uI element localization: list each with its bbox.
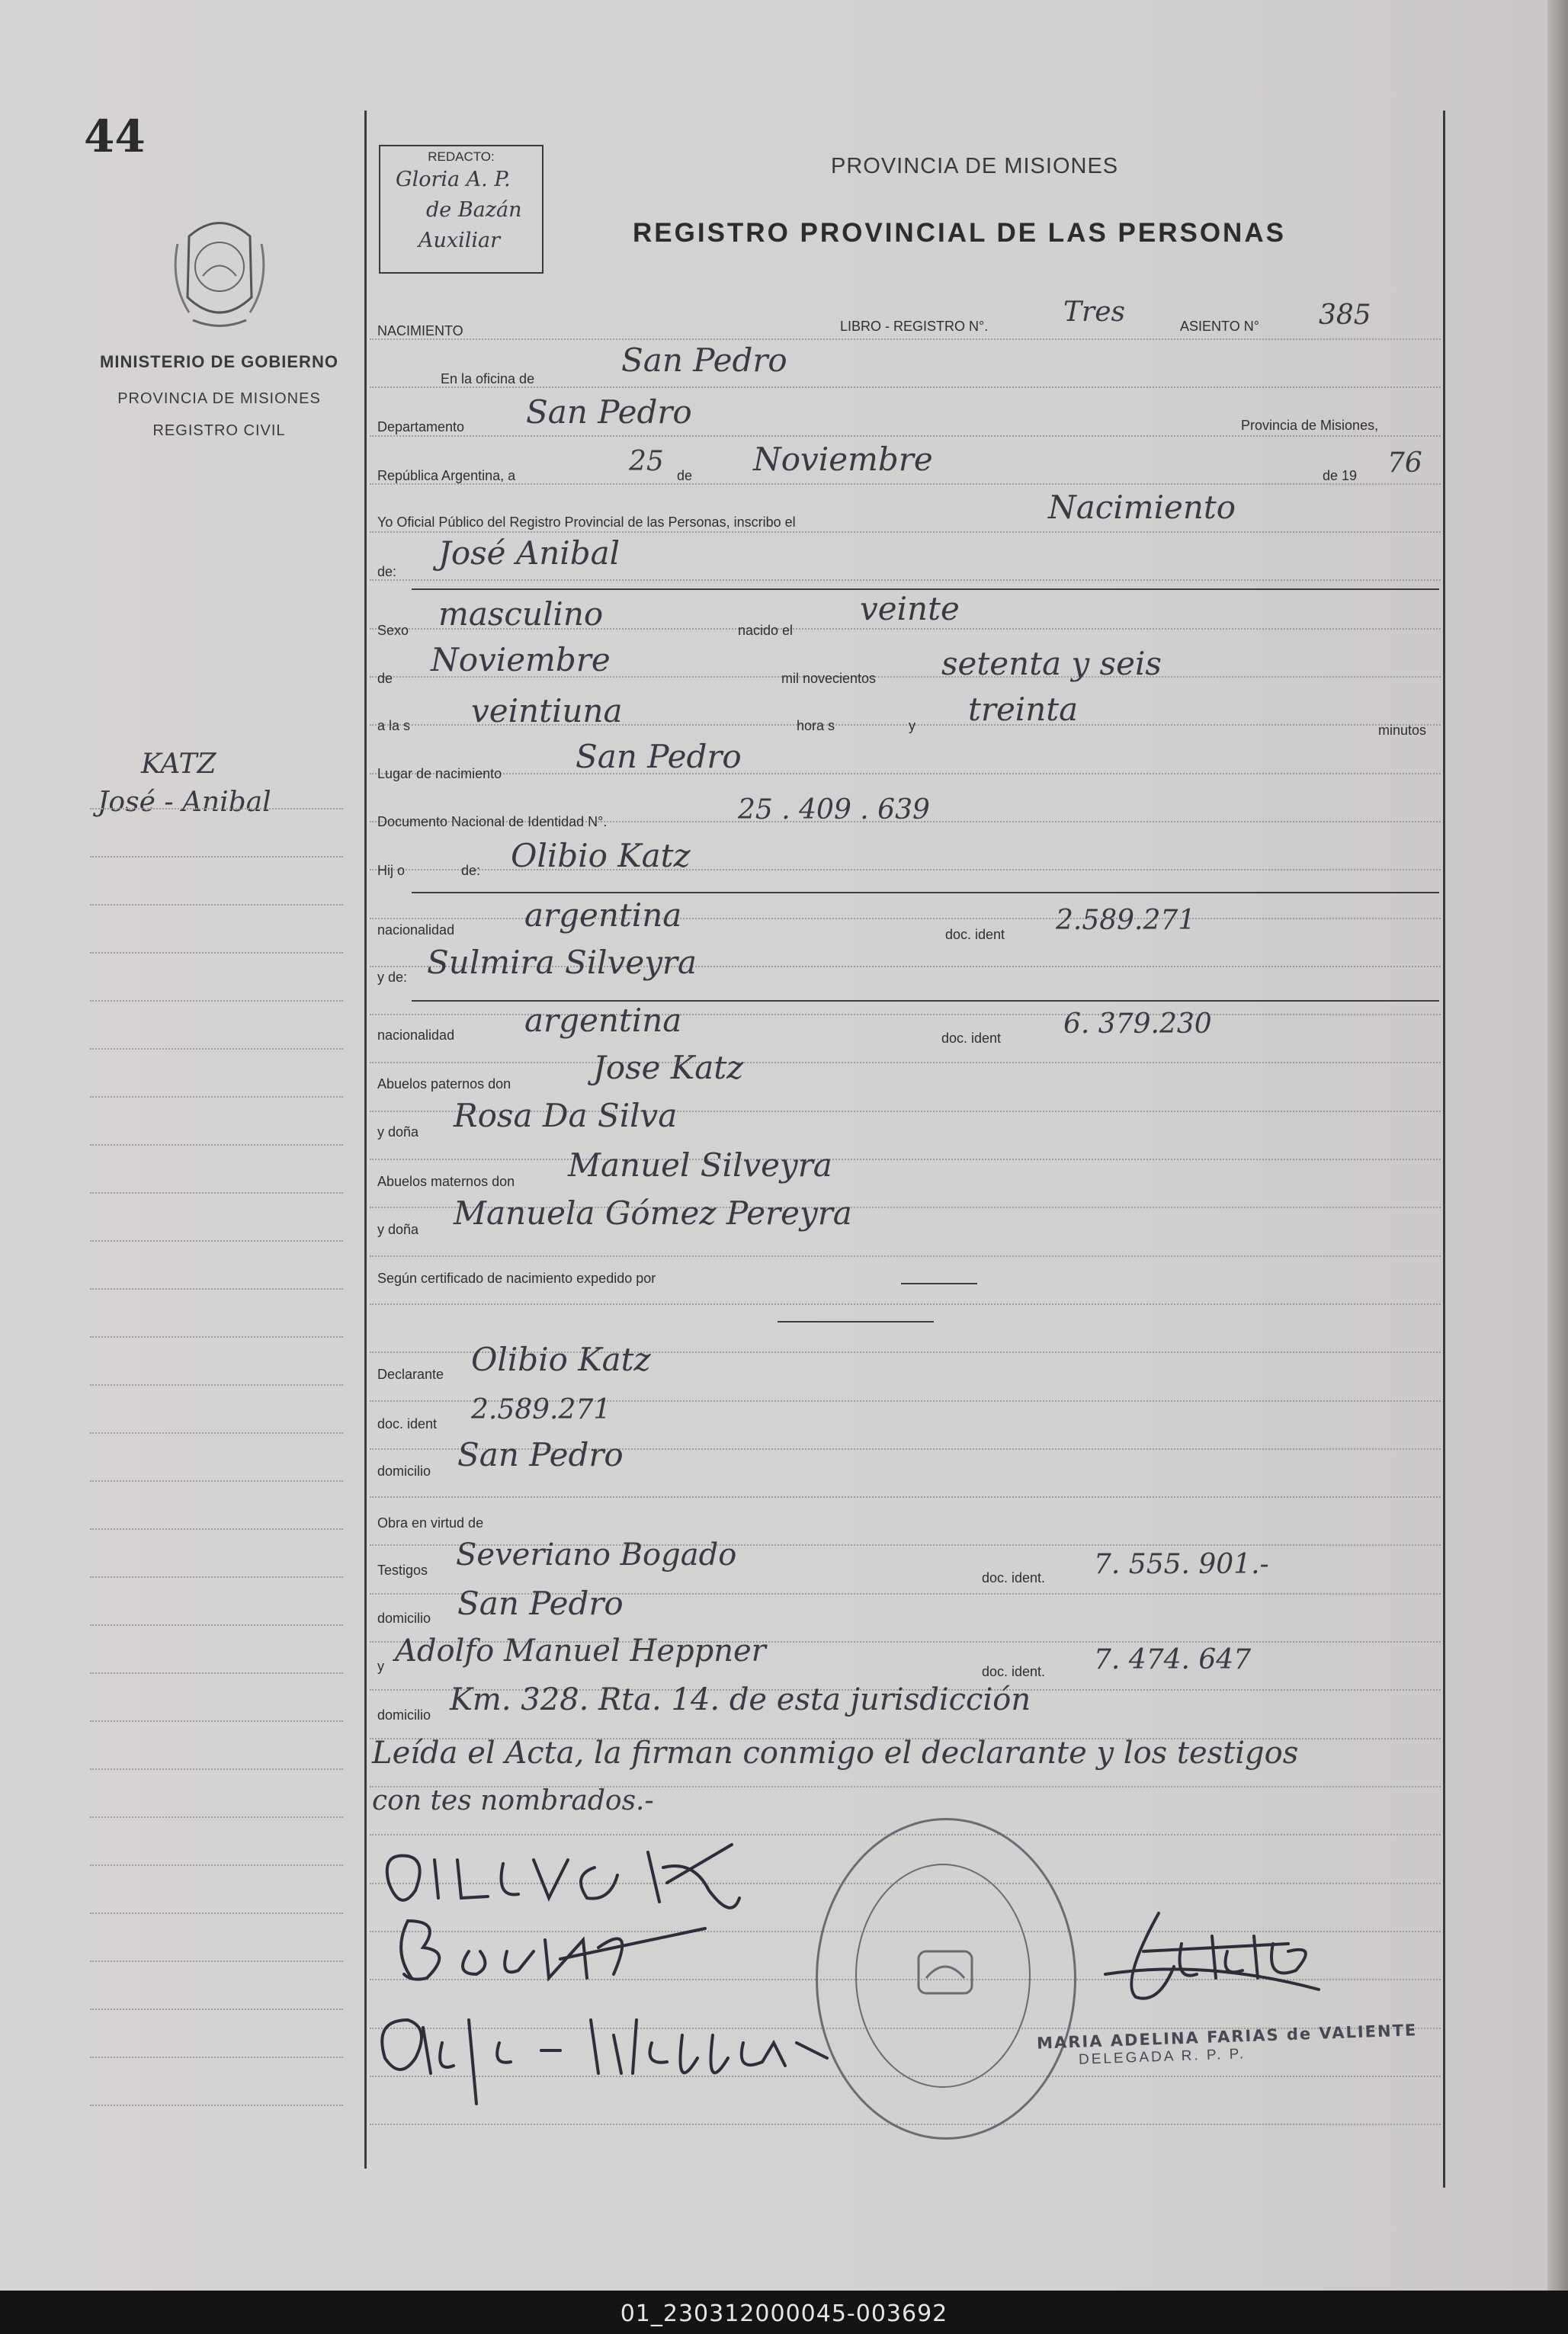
office-value: San Pedro — [621, 341, 787, 379]
sidebar-rule — [90, 1672, 343, 1674]
child-name: José Anibal — [438, 534, 620, 572]
witness1-doc: 7. 555. 901.- — [1094, 1549, 1269, 1580]
redacto-box — [379, 145, 544, 274]
witness2-domicile: Km. 328. Rta. 14. de esta jurisdicción — [450, 1682, 1031, 1717]
sidebar-rule — [90, 1048, 343, 1050]
declarant-doc: 2.589.271 — [471, 1394, 611, 1425]
pat-grandmother-label: y doña — [377, 1124, 419, 1140]
entry-label: ASIENTO N° — [1180, 319, 1259, 334]
sidebar-rule — [90, 1960, 343, 1962]
declarant-name: Olibio Katz — [471, 1341, 651, 1378]
sidebar-rule — [90, 1240, 343, 1242]
left-margin-line — [364, 111, 367, 2169]
sidebar-rule — [90, 1480, 343, 1482]
pat-grandfather-label: Abuelos paternos don — [377, 1076, 511, 1092]
form-rule — [370, 1255, 1441, 1257]
father-name: Olibio Katz — [511, 837, 691, 874]
sidebar-rule — [90, 2057, 343, 2058]
de2-label: de — [377, 671, 393, 686]
pat-grandfather: Jose Katz — [593, 1049, 744, 1086]
date-month: Noviembre — [753, 441, 933, 478]
sidebar-rule — [90, 2105, 343, 2106]
sidebar-rule — [90, 1816, 343, 1818]
birthplace-value: San Pedro — [576, 738, 742, 775]
department-value: San Pedro — [526, 393, 692, 431]
witness1-signature — [385, 1906, 713, 1989]
form-rule — [370, 773, 1441, 774]
hour-label: hora s — [797, 718, 835, 733]
sidebar-rule — [90, 1576, 343, 1578]
sidebar-rule — [90, 2009, 343, 2010]
registry-stamp — [816, 1818, 1075, 2138]
redacto-role: Auxiliar — [418, 229, 501, 252]
and-of-label: y de: — [377, 970, 408, 985]
official-signature — [1090, 1898, 1342, 2012]
sidebar-rule — [90, 1624, 343, 1626]
declarant-domicile-label: domicilio — [377, 1464, 431, 1479]
sidebar-rule — [90, 952, 343, 954]
witness2-doc-label: doc. ident. — [982, 1664, 1046, 1679]
stamp-emblem-icon — [907, 1932, 983, 2009]
page-edge — [1547, 0, 1568, 2291]
declarant-label: Declarante — [377, 1367, 444, 1382]
sex-value: masculino — [438, 595, 604, 633]
witness1-domicile-label: domicilio — [377, 1611, 431, 1626]
form-rule — [370, 531, 1441, 533]
ministry-label: MINISTERIO DE GOBIERNO — [100, 352, 338, 371]
witness2-doc: 7. 474. 647 — [1094, 1644, 1252, 1675]
officer-text: Yo Oficial Público del Registro Provincial de las Personas, inscribo el — [377, 515, 796, 530]
date-day: 25 — [629, 446, 664, 477]
witnesses-label: Testigos — [377, 1563, 428, 1578]
year-prefix: de 19 — [1323, 468, 1358, 483]
father-nationality: argentina — [524, 896, 682, 934]
thousand-label: mil novecientos — [781, 671, 877, 686]
department-label: Departamento — [377, 419, 465, 434]
redacto-surname: de Bazán — [426, 198, 522, 222]
closing-line-1: Leída el Acta, la firman conmigo el declarante y los testigos — [372, 1736, 1299, 1771]
minutes-label: minutos — [1378, 723, 1427, 738]
of-label: de: — [377, 564, 397, 579]
witness1-doc-label: doc. ident. — [982, 1570, 1046, 1585]
witness2-prefix: y — [377, 1659, 384, 1674]
witness2-signature — [370, 1989, 865, 2111]
form-rule — [370, 435, 1441, 437]
sidebar-rule — [90, 1720, 343, 1722]
year-suffix: 76 — [1387, 447, 1422, 479]
de-label: de — [677, 468, 693, 483]
right-margin-line — [1443, 111, 1445, 2188]
sidebar-rule — [90, 1384, 343, 1386]
witness1-domicile: San Pedro — [457, 1585, 624, 1622]
pat-grandmother: Rosa Da Silva — [454, 1097, 678, 1134]
form-rule — [370, 579, 1441, 581]
mat-grandmother-label: y doña — [377, 1222, 419, 1237]
declarant-domicile: San Pedro — [457, 1436, 624, 1473]
province-title: PROVINCIA DE MISIONES — [831, 154, 1119, 178]
redacto-name: Gloria A. P. — [396, 168, 511, 191]
form-rule — [370, 1496, 1441, 1498]
sidebar-rule — [90, 808, 343, 810]
sidebar-rule — [90, 1336, 343, 1338]
form-rule — [370, 1062, 1441, 1063]
certificate-dash — [901, 1283, 977, 1284]
dni-label: Documento Nacional de Identidad N°. — [377, 814, 608, 829]
image-caption: 01_230312000045-003692 — [620, 2300, 948, 2327]
sex-label: Sexo — [377, 623, 409, 638]
sidebar-rule — [90, 1864, 343, 1866]
form-rule — [370, 1159, 1441, 1160]
mat-grandmother: Manuela Gómez Pereyra — [454, 1194, 852, 1232]
entry-value: 385 — [1319, 300, 1371, 331]
republic-label: República Argentina, a — [377, 468, 516, 483]
y-label: y — [909, 718, 915, 733]
authority-label: Obra en virtud de — [377, 1515, 484, 1531]
sidebar-rule — [90, 1528, 343, 1530]
closing-line-2: con tes nombrados.- — [372, 1785, 654, 1816]
at-label: a la s — [377, 718, 411, 733]
form-rule — [370, 1303, 1441, 1305]
civil-registry-label: REGISTRO CIVIL — [152, 422, 286, 439]
province-suffix: Provincia de Misiones, — [1241, 418, 1379, 433]
witness2-name: Adolfo Manuel Heppner — [395, 1633, 766, 1669]
form-rule — [370, 483, 1441, 485]
hour-words: veintiuna — [471, 692, 623, 729]
minutes-words: treinta — [968, 691, 1079, 728]
born-month: Noviembre — [431, 641, 611, 678]
father-nationality-label: nacionalidad — [377, 922, 455, 938]
sidebar-rule — [90, 1912, 343, 1914]
registry-title: REGISTRO PROVINCIAL DE LAS PERSONAS — [633, 218, 1286, 248]
sidebar-rule — [90, 1288, 343, 1290]
mother-doc-label: doc. ident — [941, 1031, 1002, 1046]
inscription-value: Nacimiento — [1048, 489, 1236, 526]
book-label: LIBRO - REGISTRO N°. — [840, 319, 989, 334]
child-of-de: de: — [461, 863, 481, 878]
mother-doc: 6. 379.230 — [1063, 1008, 1212, 1040]
official-name: MARIA ADELINA FARIAS de VALIENTE — [1036, 2021, 1418, 2053]
province-label: PROVINCIA DE MISIONES — [117, 390, 321, 407]
mat-grandfather-label: Abuelos maternos don — [377, 1174, 515, 1189]
father-doc: 2.589.271 — [1056, 905, 1196, 936]
dni-value: 25 . 409 . 639 — [738, 794, 930, 826]
coat-of-arms-icon — [166, 213, 273, 335]
certificate-underline — [778, 1321, 934, 1322]
sidebar-rule — [90, 1432, 343, 1434]
office-label: En la oficina de — [441, 371, 535, 386]
father-doc-label: doc. ident — [945, 927, 1005, 942]
birthplace-label: Lugar de nacimiento — [377, 766, 502, 781]
section-divider — [412, 892, 1439, 893]
page-number: 44 — [84, 111, 146, 162]
sidebar-rule — [90, 904, 343, 906]
sidebar-rule — [90, 1096, 343, 1098]
sidebar-rule — [90, 1000, 343, 1002]
certificate-label: Según certificado de nacimiento expedido por — [377, 1271, 656, 1286]
mother-name: Sulmira Silveyra — [427, 944, 697, 981]
official-title: DELEGADA R. P. P. — [1078, 2046, 1246, 2068]
mat-grandfather: Manuel Silveyra — [568, 1146, 832, 1184]
declarant-doc-label: doc. ident — [377, 1416, 438, 1431]
margin-surname: KATZ — [141, 749, 216, 780]
sidebar-rule — [90, 1144, 343, 1146]
child-of-label: Hij o — [377, 863, 406, 878]
sidebar-rule — [90, 856, 343, 858]
margin-given-names: José - Anibal — [98, 787, 271, 818]
sidebar-rule — [90, 1768, 343, 1770]
form-rule — [370, 338, 1441, 340]
act-type-label: NACIMIENTO — [377, 323, 463, 338]
book-value: Tres — [1063, 297, 1125, 328]
born-label: nacido el — [738, 623, 794, 638]
witness2-domicile-label: domicilio — [377, 1707, 431, 1723]
redacto-label: REDACTO: — [428, 149, 495, 164]
mother-nationality-label: nacionalidad — [377, 1028, 455, 1043]
born-year-words: setenta y seis — [941, 645, 1162, 682]
witness1-name: Severiano Bogado — [456, 1537, 737, 1573]
mother-nationality: argentina — [524, 1002, 682, 1039]
born-day: veinte — [860, 590, 960, 627]
sidebar-rule — [90, 1192, 343, 1194]
